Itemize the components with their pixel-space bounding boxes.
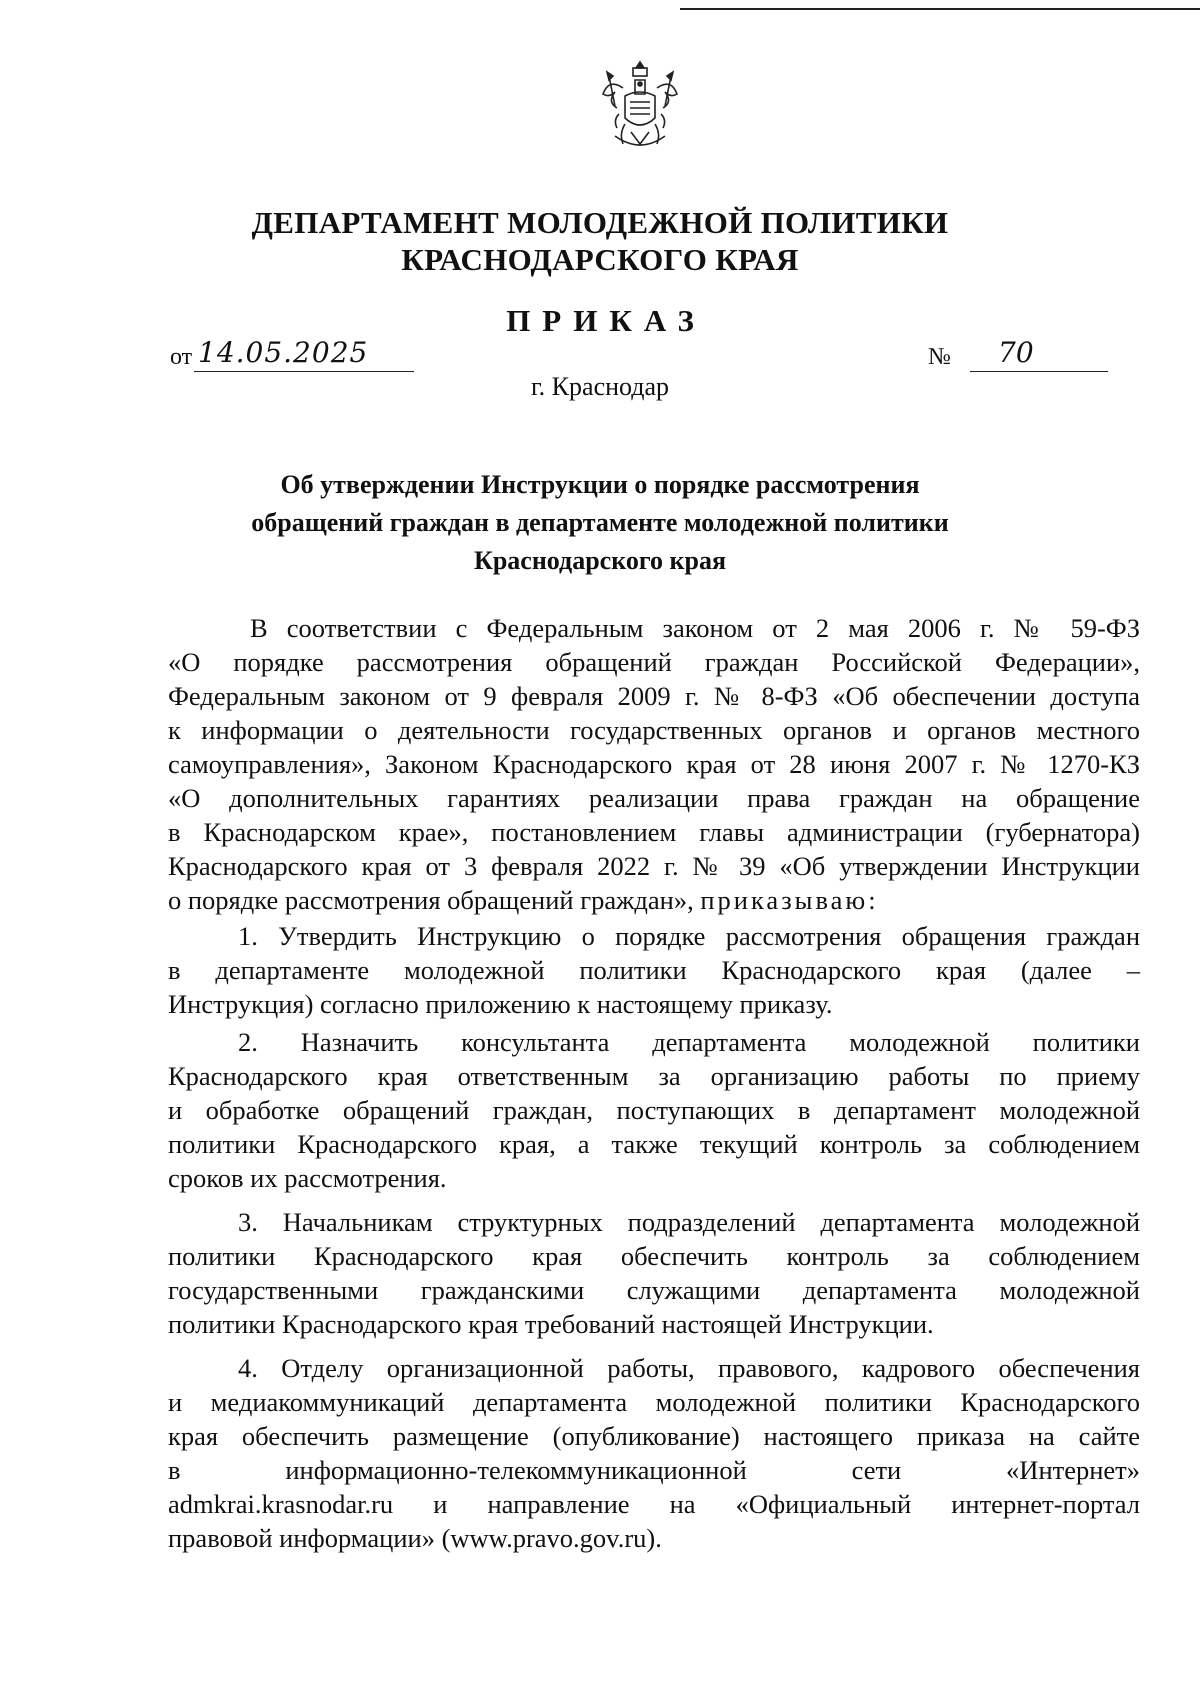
document-title-line3: Краснодарского края bbox=[473, 546, 727, 575]
document-type: ПРИКАЗ bbox=[506, 303, 706, 338]
body-line: в Краснодарском крае», постановлением главы администрации (губернатора) bbox=[168, 817, 1140, 847]
body-line: Инструкция) согласно приложению к настоящему приказу. bbox=[168, 989, 833, 1019]
organization-name-line1: ДЕПАРТАМЕНТ МОЛОДЕЖНОЙ ПОЛИТИКИ bbox=[251, 205, 949, 240]
body-line: в информационно-телекоммуникационной сети «Интернет» bbox=[168, 1455, 1140, 1485]
body-line: правовой информации» (www.pravo.gov.ru). bbox=[168, 1523, 662, 1553]
prikazyvayu: приказываю: bbox=[700, 885, 879, 915]
document-title-line1: Об утверждении Инструкции о порядке рассмотрения bbox=[280, 470, 920, 499]
scan-edge-line bbox=[680, 8, 1200, 10]
body-line: политики Краснодарского края требований настоящей Инструкции. bbox=[168, 1309, 934, 1339]
city: г. Краснодар bbox=[530, 372, 670, 401]
body-line: политики Краснодарского края, а также текущий контроль за соблюдением bbox=[168, 1129, 1140, 1159]
body-line: к информации о деятельности государственных органов и органов местного bbox=[168, 715, 1140, 745]
body-line: политики Краснодарского края обеспечить контроль за соблюдением bbox=[168, 1241, 1140, 1271]
coat-of-arms-emblem bbox=[595, 58, 685, 154]
preamble-end: о порядке рассмотрения обращений граждан», bbox=[168, 885, 694, 915]
body-line: Федеральным законом от 9 февраля 2009 г. № 8-ФЗ «Об обеспечении доступа bbox=[168, 681, 1140, 711]
body-line: 4. Отделу организационной работы, правового, кадрового обеспечения bbox=[238, 1353, 1140, 1383]
body-line: admkrai.krasnodar.ru и направление на «Официальный интернет-портал bbox=[168, 1489, 1140, 1519]
date-prefix: от bbox=[170, 344, 193, 370]
organization-name-line2: КРАСНОДАРСКОГО КРАЯ bbox=[401, 242, 799, 277]
body-line: государственными гражданскими служащими департамента молодежной bbox=[168, 1275, 1140, 1305]
body-line: 3. Начальникам структурных подразделений департамента молодежной bbox=[238, 1207, 1140, 1237]
body-line: «О порядке рассмотрения обращений граждан Российской Федерации», bbox=[168, 647, 1140, 677]
body-line: 1. Утвердить Инструкцию о порядке рассмотрения обращения граждан bbox=[238, 921, 1140, 951]
body-line: В соответствии с Федеральным законом от 2 мая 2006 г. № 59-ФЗ bbox=[250, 613, 1140, 643]
body-line: и обработке обращений граждан, поступающих в департамент молодежной bbox=[168, 1095, 1140, 1125]
body-line: в департаменте молодежной политики Краснодарского края (далее – bbox=[168, 955, 1140, 985]
body-line: Краснодарского края ответственным за организацию работы по приему bbox=[168, 1061, 1140, 1091]
body-line: и медиакоммуникаций департамента молодежной политики Краснодарского bbox=[168, 1387, 1140, 1417]
body-line: 2. Назначить консультанта департамента молодежной политики bbox=[238, 1027, 1140, 1057]
body-line: края обеспечить размещение (опубликование) настоящего приказа на сайте bbox=[168, 1421, 1140, 1451]
document-title-line2: обращений граждан в департаменте молодежной политики bbox=[251, 508, 949, 537]
body-line: «О дополнительных гарантиях реализации права граждан на обращение bbox=[168, 783, 1140, 813]
body-line: самоуправления», Законом Краснодарского края от 28 июня 2007 г. № 1270-КЗ bbox=[168, 749, 1140, 779]
body-line bbox=[168, 883, 1140, 917]
number-prefix: № bbox=[928, 344, 951, 370]
handwritten-number: 70 bbox=[998, 336, 1034, 369]
body-line: Краснодарского края от 3 февраля 2022 г. № 39 «Об утверждении Инструкции bbox=[168, 851, 1140, 881]
handwritten-date: 14.05.2025 bbox=[198, 336, 369, 369]
body-line: сроков их рассмотрения. bbox=[168, 1163, 447, 1193]
